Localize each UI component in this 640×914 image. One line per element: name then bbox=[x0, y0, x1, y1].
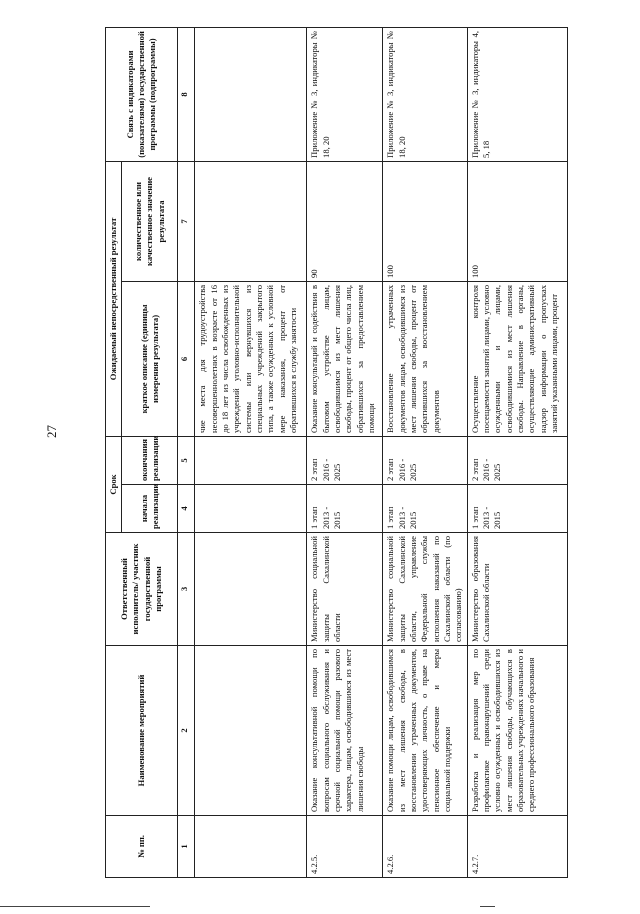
table-row bbox=[467, 27, 567, 877]
col-number: 2 bbox=[178, 646, 195, 816]
row-start bbox=[195, 485, 307, 533]
col-number: 7 bbox=[178, 161, 195, 281]
row-name: Оказание помощи лицам, освободившимся из мест лишения свободы, в восстановлении утраченных документов, удостоверяющих личность, о праве на пенсионное обеспечение и меры социальной поддержки bbox=[383, 646, 467, 816]
row-result-desc: Оказание консультаций и содействия в бытовом устройстве лицам, освободившимся из мест лишения свободы, процент от общего числа лиц, обратившихся за предоставлением помощи bbox=[307, 281, 383, 436]
header-term-start: начала реализации bbox=[122, 485, 178, 533]
row-link: Приложение № 3, индикаторы № 18, 20 bbox=[307, 27, 383, 161]
header-responsible: Ответственный исполнитель/ участник государственной программы bbox=[106, 533, 178, 646]
row-link bbox=[195, 27, 307, 161]
scan-artifact-line bbox=[0, 906, 150, 907]
table-row bbox=[307, 27, 383, 877]
row-end: 2 этап 2016 - 2025 bbox=[467, 436, 567, 484]
header-num: № пп. bbox=[106, 816, 178, 878]
row-num: 4.2.6. bbox=[383, 816, 467, 878]
row-start: 1 этап 2013 - 2015 bbox=[307, 485, 383, 533]
col-number: 6 bbox=[178, 281, 195, 436]
header-name: Наименование мероприятий bbox=[106, 646, 178, 816]
row-end bbox=[195, 436, 307, 484]
row-responsible bbox=[195, 533, 307, 646]
row-result-desc: чие места для трудоустройства несовершеннолетних в возрасте от 16 до 18 лет из числа освобожденных из учреждений уголовно-исполнительной системы или вернувшихся из специальных учреждений закрытого типа, а также осужденных к условной мере наказания, процент от обратившихся в службу занятости bbox=[195, 281, 307, 436]
table-row bbox=[195, 27, 307, 877]
row-name: Разработка и реализация мер по профилактике правонарушений среди условно осужденных и освободившихся из мест лишения свободы, обучающихся в образовательных учреждениях начального и среднего профессионального образования bbox=[467, 646, 567, 816]
row-link: Приложение № 3, индикаторы 4, 5, 18 bbox=[467, 27, 567, 161]
row-responsible: Министерство образования Сахалинской области bbox=[467, 533, 567, 646]
row-result-value: 100 bbox=[467, 161, 567, 281]
header-result: Ожидаемый непосредственный результат bbox=[106, 161, 122, 436]
row-result-value bbox=[195, 161, 307, 281]
row-end: 2 этап 2016 - 2025 bbox=[383, 436, 467, 484]
row-result-value: 90 bbox=[307, 161, 383, 281]
table-row bbox=[383, 27, 467, 877]
rotated-page bbox=[105, 28, 570, 878]
row-responsible: Министерство социальной защиты Сахалинской области, управление Федеральной службы исполнения наказаний по Сахалинской области (по согласованию) bbox=[383, 533, 467, 646]
row-start: 1 этап 2013 - 2015 bbox=[467, 485, 567, 533]
col-number: 8 bbox=[178, 27, 195, 161]
col-number: 3 bbox=[178, 533, 195, 646]
header-result-desc: краткое описание (единицы измерения результата) bbox=[122, 281, 178, 436]
scan-artifact-line bbox=[480, 906, 495, 907]
row-name: Оказание консультативной помощи по вопросам социального обслуживания и срочной социальной помощи разового характера, лицам, освободившимся из мест лишения свободы bbox=[307, 646, 383, 816]
col-number: 4 bbox=[178, 485, 195, 533]
row-name bbox=[195, 646, 307, 816]
header-term-end: окончания реализации bbox=[122, 436, 178, 484]
col-number: 1 bbox=[178, 816, 195, 878]
row-end: 2 этап 2016 - 2025 bbox=[307, 436, 383, 484]
measures-table bbox=[105, 27, 568, 878]
row-responsible: Министерство социальной защиты Сахалинской области bbox=[307, 533, 383, 646]
col-number: 5 bbox=[178, 436, 195, 484]
row-num: 4.2.5. bbox=[307, 816, 383, 878]
row-num bbox=[195, 816, 307, 878]
row-start: 1 этап 2013 - 2015 bbox=[383, 485, 467, 533]
row-num: 4.2.7. bbox=[467, 816, 567, 878]
page-number: 27 bbox=[44, 425, 59, 438]
row-result-desc: Осуществление контроля посещаемости занятий лицами, условно осужденными и лицами, освободившимися из мест лишения свободы. Направление в органы, осуществляющие административный надзор информации о пропусках занятий указанными лицами, процент bbox=[467, 281, 567, 436]
header-link: Связь с индикаторами (показателями) государственной программы (подпрограммы) bbox=[106, 27, 178, 161]
row-result-desc: Восстановление утраченных документов лицам, освободившимся из мест лишения свободы, процент от обратившихся за восстановлением документов bbox=[383, 281, 467, 436]
header-result-value: количественное или качественное значение результата bbox=[122, 161, 178, 281]
row-result-value: 100 bbox=[383, 161, 467, 281]
header-term: Срок bbox=[106, 436, 122, 532]
row-link: Приложение № 3, индикаторы № 18, 20 bbox=[383, 27, 467, 161]
